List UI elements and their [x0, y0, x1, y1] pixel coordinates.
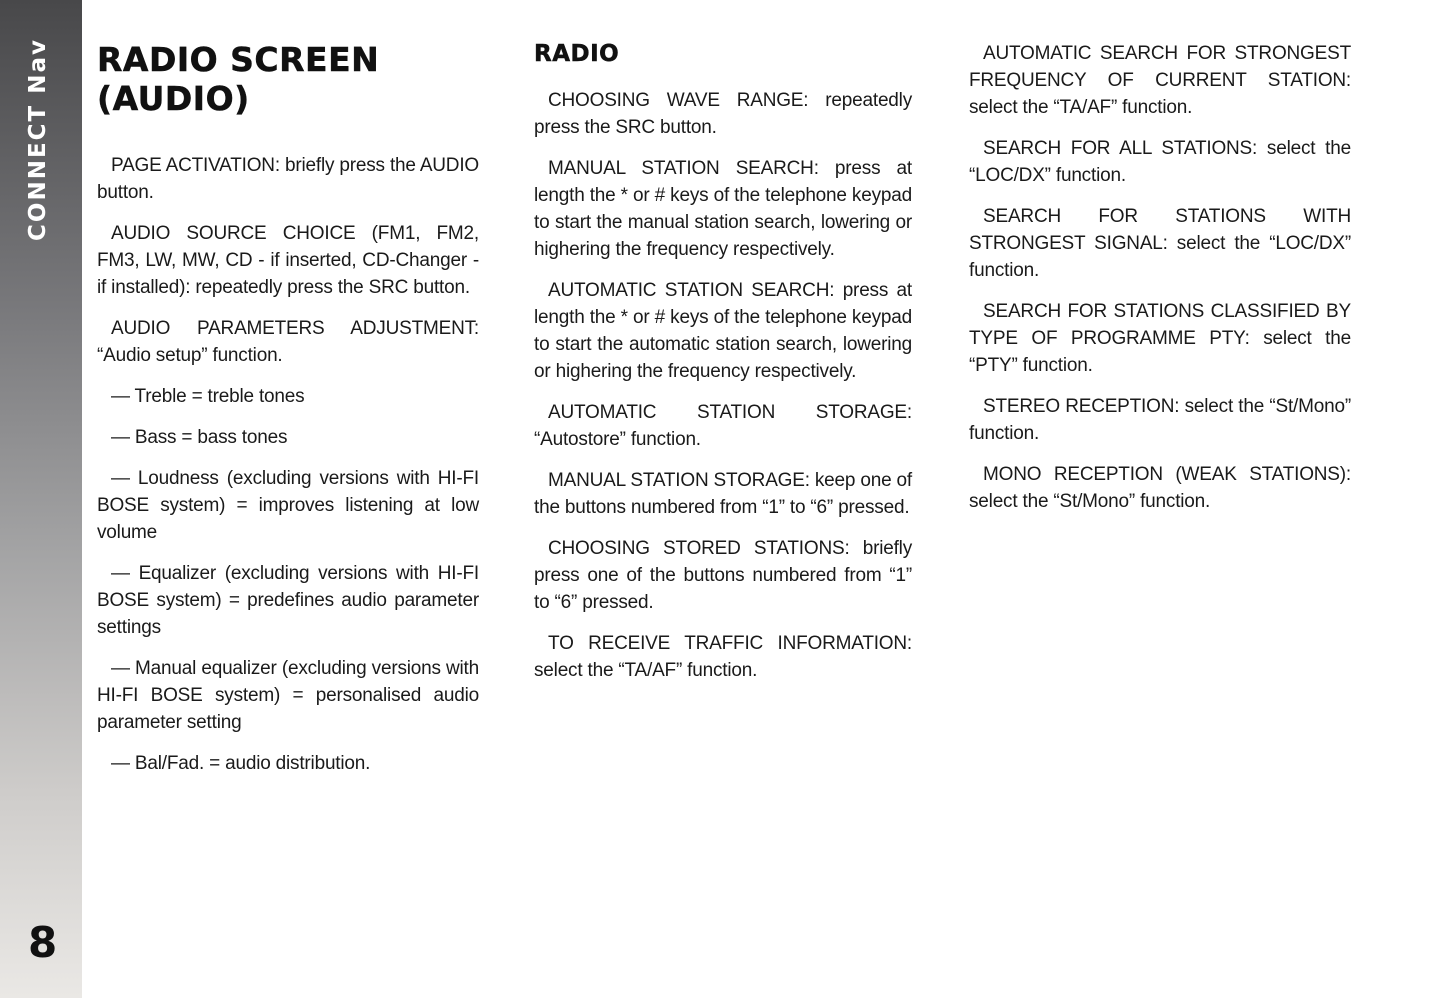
- paragraph: AUTOMATIC STATION STORAGE: “Autostore” function.: [534, 402, 912, 450]
- paragraph: — Treble = treble tones: [111, 386, 305, 407]
- paragraph: — Equalizer (excluding versions with HI-FI BOSE system) = predefines audio parameter settings: [97, 563, 479, 638]
- paragraph: PAGE ACTIVATION: briefly press the AUDIO button.: [97, 155, 479, 203]
- paragraph-list: [534, 87, 912, 684]
- paragraph: — Bass = bass tones: [111, 427, 288, 448]
- paragraph: TO RECEIVE TRAFFIC INFORMATION: select the “TA/AF” function.: [534, 633, 912, 681]
- paragraph: SEARCH FOR STATIONS WITH STRONGEST SIGNAL: select the “LOC/DX” function.: [969, 206, 1351, 281]
- paragraph: AUTOMATIC SEARCH FOR STRONGEST FREQUENCY OF CURRENT STATION: select the “TA/AF” function.: [969, 43, 1351, 118]
- paragraph: — Manual equalizer (excluding versions with HI-FI BOSE system) = personalised audio parameter setting: [97, 658, 479, 733]
- paragraph: MANUAL STATION STORAGE: keep one of the buttons numbered from “1” to “6” pressed.: [534, 470, 912, 518]
- paragraph: AUDIO PARAMETERS ADJUSTMENT: “Audio setup” function.: [97, 318, 479, 366]
- section-heading-radio: RADIO: [534, 41, 620, 67]
- paragraph: STEREO RECEPTION: select the “St/Mono” function.: [969, 396, 1351, 444]
- sidebar: [0, 0, 82, 998]
- paragraph: SEARCH FOR ALL STATIONS: select the “LOC/DX” function.: [969, 138, 1351, 186]
- column-radio-continued: [969, 40, 1351, 529]
- column-radio-screen-audio: [97, 40, 479, 791]
- page-title: RADIO SCREEN (AUDIO): [97, 40, 380, 118]
- paragraph: MANUAL STATION SEARCH: press at length the * or # keys of the telephone keypad to start the manual station search, lowering or highering the frequency respectively.: [534, 158, 912, 260]
- paragraph: CHOOSING STORED STATIONS: briefly press one of the buttons numbered from “1” to “6” pressed.: [534, 538, 912, 613]
- paragraph: MONO RECEPTION (WEAK STATIONS): select the “St/Mono” function.: [969, 464, 1351, 512]
- paragraph: — Bal/Fad. = audio distribution.: [111, 753, 371, 774]
- paragraph-list: [969, 40, 1351, 515]
- paragraph: — Loudness (excluding versions with HI-FI BOSE system) = improves listening at low volume: [97, 468, 479, 543]
- paragraph: AUTOMATIC STATION SEARCH: press at length the * or # keys of the telephone keypad to start the automatic station search, lowering or highering the frequency respectively.: [534, 280, 912, 382]
- column-radio: [534, 40, 912, 698]
- paragraph: SEARCH FOR STATIONS CLASSIFIED BY TYPE OF PROGRAMME PTY: select the “PTY” function.: [969, 301, 1351, 376]
- page-number: 8: [28, 918, 58, 967]
- paragraph-list: [97, 152, 479, 777]
- paragraph: AUDIO SOURCE CHOICE (FM1, FM2, FM3, LW, MW, CD - if inserted, CD-Changer - if installed): repeatedly press the SRC button.: [97, 223, 479, 298]
- sidebar-vertical-label: CONNECT Nav: [25, 38, 51, 241]
- paragraph: CHOOSING WAVE RANGE: repeatedly press the SRC button.: [534, 90, 912, 138]
